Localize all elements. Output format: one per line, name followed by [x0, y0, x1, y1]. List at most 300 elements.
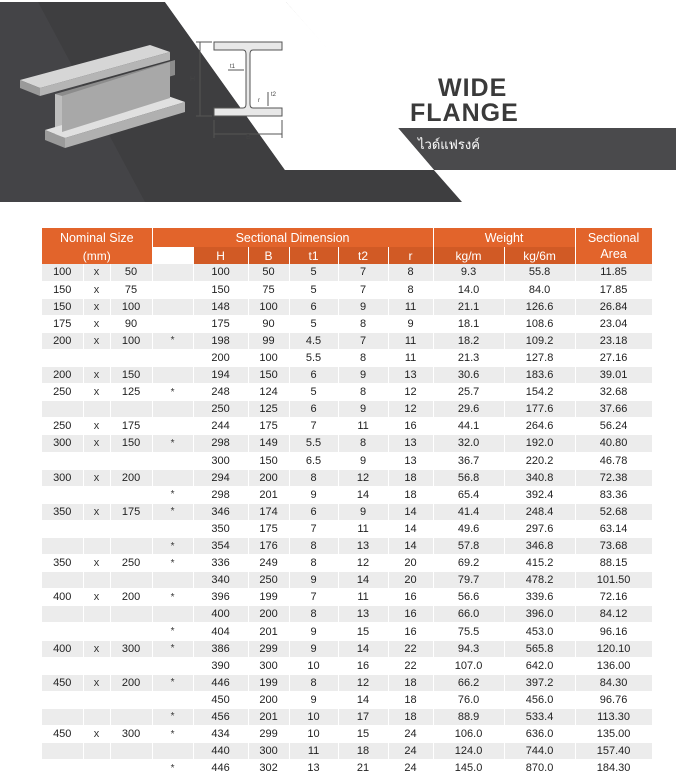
nominal-1: 450 — [42, 726, 83, 743]
cell-area: 136.00 — [575, 657, 652, 674]
cell-kg-6m: 636.0 — [504, 726, 575, 743]
label-t2: t2 — [271, 92, 277, 98]
cell-kg-6m: 396.0 — [504, 606, 575, 623]
cell-t1: 7 — [289, 520, 338, 537]
cell-kg-m: 88.9 — [433, 708, 504, 725]
separator: x — [83, 298, 110, 315]
cell-t2: 7 — [338, 264, 388, 281]
cell-r: 22 — [388, 640, 433, 657]
cell-r: 24 — [388, 760, 433, 777]
title-thai: ไวด์แฟรงค์ — [418, 137, 480, 152]
separator — [83, 760, 110, 777]
table-row — [42, 281, 652, 298]
nominal-2: 200 — [110, 469, 152, 486]
cell-B: 201 — [248, 708, 289, 725]
cell-t1: 5.5 — [289, 435, 338, 452]
title-line-1: WIDE — [438, 74, 508, 102]
table-row — [42, 367, 652, 384]
cell-r: 16 — [388, 418, 433, 435]
nominal-1: 400 — [42, 589, 83, 606]
cell-area: 157.40 — [575, 743, 652, 760]
separator: x — [83, 726, 110, 743]
cell-r: 24 — [388, 743, 433, 760]
cell-t1: 9 — [289, 486, 338, 503]
cell-B: 302 — [248, 760, 289, 777]
cell-kg-m: 107.0 — [433, 657, 504, 674]
separator — [83, 486, 110, 503]
mark: * — [152, 332, 193, 349]
subheader-t2: t2 — [338, 247, 388, 264]
cell-area: 73.68 — [575, 538, 652, 555]
cell-area: 39.01 — [575, 367, 652, 384]
cell-t1: 8 — [289, 555, 338, 572]
header-row — [42, 228, 652, 247]
mark: * — [152, 503, 193, 520]
cell-t1: 9 — [289, 572, 338, 589]
cell-H: 100 — [193, 264, 248, 281]
cell-t1: 8 — [289, 469, 338, 486]
cell-area: 120.10 — [575, 640, 652, 657]
mark: * — [152, 708, 193, 725]
subheader-mark — [152, 247, 193, 264]
cell-area: 56.24 — [575, 418, 652, 435]
cell-kg-6m: 154.2 — [504, 384, 575, 401]
table-row — [42, 606, 652, 623]
subheader-t1: t1 — [289, 247, 338, 264]
subheader-row — [42, 247, 652, 264]
cell-t1: 9 — [289, 691, 338, 708]
cell-t2: 13 — [338, 606, 388, 623]
nominal-1 — [42, 486, 83, 503]
nominal-1 — [42, 538, 83, 555]
cell-kg-6m: 297.6 — [504, 520, 575, 537]
cell-t1: 7 — [289, 418, 338, 435]
cell-area: 83.36 — [575, 486, 652, 503]
cell-H: 456 — [193, 708, 248, 725]
cell-B: 175 — [248, 520, 289, 537]
cell-t2: 8 — [338, 315, 388, 332]
cell-r: 16 — [388, 589, 433, 606]
cell-kg-6m: 397.2 — [504, 674, 575, 691]
cell-area: 17.85 — [575, 281, 652, 298]
cell-kg-m: 69.2 — [433, 555, 504, 572]
cell-B: 150 — [248, 367, 289, 384]
cell-kg-m: 14.0 — [433, 281, 504, 298]
cell-B: 299 — [248, 726, 289, 743]
nominal-1: 250 — [42, 384, 83, 401]
table-row — [42, 743, 652, 760]
cell-H: 354 — [193, 538, 248, 555]
cell-area: 40.80 — [575, 435, 652, 452]
separator: x — [83, 503, 110, 520]
table-row — [42, 555, 652, 572]
cell-kg-m: 32.0 — [433, 435, 504, 452]
cell-area: 52.68 — [575, 503, 652, 520]
cell-H: 298 — [193, 486, 248, 503]
nominal-1 — [42, 349, 83, 366]
cell-kg-6m: 642.0 — [504, 657, 575, 674]
separator: x — [83, 418, 110, 435]
cell-t2: 14 — [338, 640, 388, 657]
subheader-kg-6m: kg/6m — [504, 247, 575, 264]
cell-kg-m: 29.6 — [433, 401, 504, 418]
cell-t1: 5 — [289, 281, 338, 298]
cell-r: 24 — [388, 726, 433, 743]
table-row — [42, 640, 652, 657]
mark — [152, 401, 193, 418]
cell-t1: 6 — [289, 503, 338, 520]
mark: * — [152, 538, 193, 555]
nominal-2: 150 — [110, 435, 152, 452]
cell-t2: 13 — [338, 538, 388, 555]
cell-t2: 7 — [338, 332, 388, 349]
cell-area: 26.84 — [575, 298, 652, 315]
cell-kg-m: 49.6 — [433, 520, 504, 537]
cell-r: 14 — [388, 538, 433, 555]
mark — [152, 743, 193, 760]
nominal-2 — [110, 520, 152, 537]
cell-H: 350 — [193, 520, 248, 537]
cell-area: 27.16 — [575, 349, 652, 366]
separator — [83, 538, 110, 555]
cell-t1: 11 — [289, 743, 338, 760]
cell-kg-m: 41.4 — [433, 503, 504, 520]
cell-H: 390 — [193, 657, 248, 674]
cell-B: 150 — [248, 452, 289, 469]
mark — [152, 606, 193, 623]
cell-H: 434 — [193, 726, 248, 743]
nominal-1: 250 — [42, 418, 83, 435]
nominal-2: 75 — [110, 281, 152, 298]
cell-kg-6m: 533.4 — [504, 708, 575, 725]
header-sectional-area: Sectional Area — [575, 228, 652, 264]
cell-B: 249 — [248, 555, 289, 572]
cell-r: 16 — [388, 623, 433, 640]
wide-flange-table — [42, 228, 653, 777]
nominal-2 — [110, 452, 152, 469]
cell-r: 18 — [388, 469, 433, 486]
cell-B: 99 — [248, 332, 289, 349]
mark: * — [152, 726, 193, 743]
table-row — [42, 760, 652, 777]
separator — [83, 606, 110, 623]
cell-kg-m: 145.0 — [433, 760, 504, 777]
cell-r: 13 — [388, 367, 433, 384]
subheader-H: H — [193, 247, 248, 264]
nominal-2: 125 — [110, 384, 152, 401]
cell-area: 135.00 — [575, 726, 652, 743]
table-row — [42, 708, 652, 725]
nominal-2 — [110, 401, 152, 418]
cell-area: 46.78 — [575, 452, 652, 469]
nominal-1: 350 — [42, 555, 83, 572]
header-weight: Weight — [433, 228, 575, 247]
mark — [152, 520, 193, 537]
cell-t2: 8 — [338, 384, 388, 401]
cell-H: 336 — [193, 555, 248, 572]
cell-t1: 13 — [289, 760, 338, 777]
cell-kg-m: 66.2 — [433, 674, 504, 691]
cell-kg-m: 21.3 — [433, 349, 504, 366]
cell-area: 72.16 — [575, 589, 652, 606]
cell-kg-m: 94.3 — [433, 640, 504, 657]
cell-kg-m: 56.6 — [433, 589, 504, 606]
table-body — [42, 264, 652, 777]
nominal-2: 90 — [110, 315, 152, 332]
nominal-2 — [110, 538, 152, 555]
cell-kg-m: 66.0 — [433, 606, 504, 623]
cell-t2: 8 — [338, 435, 388, 452]
cell-t2: 12 — [338, 674, 388, 691]
cell-B: 174 — [248, 503, 289, 520]
nominal-2: 175 — [110, 503, 152, 520]
separator — [83, 657, 110, 674]
cell-t1: 5 — [289, 384, 338, 401]
cell-area: 11.85 — [575, 264, 652, 281]
table-row — [42, 418, 652, 435]
separator: x — [83, 640, 110, 657]
cell-H: 198 — [193, 332, 248, 349]
cell-r: 11 — [388, 349, 433, 366]
cell-area: 96.76 — [575, 691, 652, 708]
cell-B: 300 — [248, 743, 289, 760]
cell-H: 250 — [193, 401, 248, 418]
cell-t2: 11 — [338, 520, 388, 537]
table-row — [42, 691, 652, 708]
mark — [152, 298, 193, 315]
nominal-2 — [110, 349, 152, 366]
cell-kg-m: 18.2 — [433, 332, 504, 349]
nominal-2: 200 — [110, 589, 152, 606]
separator — [83, 743, 110, 760]
nominal-1 — [42, 452, 83, 469]
cell-t1: 8 — [289, 674, 338, 691]
banner-graphic — [0, 0, 676, 205]
cell-r: 13 — [388, 435, 433, 452]
cell-B: 201 — [248, 486, 289, 503]
cell-H: 404 — [193, 623, 248, 640]
cell-t2: 9 — [338, 401, 388, 418]
table-row — [42, 589, 652, 606]
nominal-2: 250 — [110, 555, 152, 572]
nominal-2 — [110, 572, 152, 589]
cell-kg-m: 106.0 — [433, 726, 504, 743]
separator: x — [83, 367, 110, 384]
cell-kg-m: 79.7 — [433, 572, 504, 589]
cell-r: 8 — [388, 281, 433, 298]
nominal-1 — [42, 623, 83, 640]
cell-t1: 10 — [289, 708, 338, 725]
label-r: r — [258, 98, 260, 104]
table-row — [42, 401, 652, 418]
cell-kg-m: 57.8 — [433, 538, 504, 555]
mark: * — [152, 435, 193, 452]
nominal-2: 50 — [110, 264, 152, 281]
cell-t2: 14 — [338, 572, 388, 589]
cell-B: 50 — [248, 264, 289, 281]
cell-kg-6m: 340.8 — [504, 469, 575, 486]
cell-t2: 14 — [338, 486, 388, 503]
mark: * — [152, 760, 193, 777]
table-row — [42, 674, 652, 691]
mark — [152, 315, 193, 332]
table-row — [42, 435, 652, 452]
cell-r: 8 — [388, 264, 433, 281]
nominal-2 — [110, 657, 152, 674]
cell-kg-6m: 177.6 — [504, 401, 575, 418]
separator — [83, 708, 110, 725]
label-H: H — [190, 76, 196, 83]
cell-r: 9 — [388, 315, 433, 332]
cell-r: 22 — [388, 657, 433, 674]
cell-t1: 6 — [289, 298, 338, 315]
table-row — [42, 520, 652, 537]
cell-kg-6m: 339.6 — [504, 589, 575, 606]
cell-r: 18 — [388, 674, 433, 691]
cell-B: 125 — [248, 401, 289, 418]
cell-H: 248 — [193, 384, 248, 401]
mark — [152, 469, 193, 486]
nominal-1: 350 — [42, 503, 83, 520]
cell-kg-m: 44.1 — [433, 418, 504, 435]
mark: * — [152, 674, 193, 691]
cell-kg-m: 65.4 — [433, 486, 504, 503]
separator — [83, 572, 110, 589]
nominal-2 — [110, 743, 152, 760]
table-row — [42, 264, 652, 281]
cell-t1: 4.5 — [289, 332, 338, 349]
separator: x — [83, 332, 110, 349]
table-row — [42, 332, 652, 349]
cell-t2: 15 — [338, 726, 388, 743]
table-row — [42, 384, 652, 401]
nominal-1 — [42, 743, 83, 760]
cell-H: 396 — [193, 589, 248, 606]
cell-H: 294 — [193, 469, 248, 486]
cell-H: 244 — [193, 418, 248, 435]
nominal-2 — [110, 708, 152, 725]
cell-H: 440 — [193, 743, 248, 760]
cell-B: 299 — [248, 640, 289, 657]
cell-t1: 6 — [289, 367, 338, 384]
table-row — [42, 572, 652, 589]
mark — [152, 367, 193, 384]
cell-B: 300 — [248, 657, 289, 674]
table-row — [42, 349, 652, 366]
cell-area: 23.18 — [575, 332, 652, 349]
separator: x — [83, 674, 110, 691]
cell-area: 72.38 — [575, 469, 652, 486]
cell-r: 18 — [388, 708, 433, 725]
cell-t2: 9 — [338, 452, 388, 469]
label-t1: t1 — [230, 64, 236, 70]
cell-kg-m: 76.0 — [433, 691, 504, 708]
cell-H: 148 — [193, 298, 248, 315]
cell-kg-6m: 415.2 — [504, 555, 575, 572]
nominal-2 — [110, 760, 152, 777]
cell-H: 194 — [193, 367, 248, 384]
cell-B: 250 — [248, 572, 289, 589]
cell-r: 20 — [388, 572, 433, 589]
nominal-1: 300 — [42, 435, 83, 452]
cell-H: 298 — [193, 435, 248, 452]
subheader-kg-m: kg/m — [433, 247, 504, 264]
nominal-1: 100 — [42, 264, 83, 281]
cell-H: 446 — [193, 760, 248, 777]
cell-t2: 12 — [338, 555, 388, 572]
cell-kg-m: 9.3 — [433, 264, 504, 281]
cell-t2: 16 — [338, 657, 388, 674]
cell-kg-6m: 453.0 — [504, 623, 575, 640]
header-nominal-unit: (mm) — [42, 247, 152, 264]
cell-r: 16 — [388, 606, 433, 623]
cell-area: 84.30 — [575, 674, 652, 691]
cell-B: 200 — [248, 469, 289, 486]
cell-r: 12 — [388, 401, 433, 418]
cell-t2: 9 — [338, 367, 388, 384]
cell-t1: 5 — [289, 264, 338, 281]
mark — [152, 418, 193, 435]
cell-B: 100 — [248, 349, 289, 366]
cell-area: 23.04 — [575, 315, 652, 332]
cell-kg-6m: 248.4 — [504, 503, 575, 520]
cell-H: 450 — [193, 691, 248, 708]
cell-kg-6m: 220.2 — [504, 452, 575, 469]
title-line-2: FLANGE — [410, 99, 519, 127]
cell-kg-6m: 55.8 — [504, 264, 575, 281]
nominal-1 — [42, 520, 83, 537]
mark — [152, 264, 193, 281]
nominal-1: 200 — [42, 332, 83, 349]
cell-H: 400 — [193, 606, 248, 623]
cell-kg-m: 36.7 — [433, 452, 504, 469]
cell-area: 63.14 — [575, 520, 652, 537]
nominal-2: 150 — [110, 367, 152, 384]
table-row — [42, 726, 652, 743]
cell-r: 18 — [388, 486, 433, 503]
nominal-2: 100 — [110, 298, 152, 315]
nominal-2 — [110, 691, 152, 708]
nominal-2: 100 — [110, 332, 152, 349]
cell-kg-m: 30.6 — [433, 367, 504, 384]
nominal-1 — [42, 401, 83, 418]
cell-area: 184.30 — [575, 760, 652, 777]
cell-r: 14 — [388, 520, 433, 537]
mark — [152, 657, 193, 674]
nominal-1: 150 — [42, 281, 83, 298]
cell-t1: 9 — [289, 623, 338, 640]
cell-kg-6m: 192.0 — [504, 435, 575, 452]
nominal-1 — [42, 708, 83, 725]
nominal-2 — [110, 606, 152, 623]
label-B: B — [246, 134, 251, 141]
cell-t1: 5.5 — [289, 349, 338, 366]
cell-H: 446 — [193, 674, 248, 691]
cell-t2: 12 — [338, 469, 388, 486]
mark: * — [152, 555, 193, 572]
cell-B: 90 — [248, 315, 289, 332]
cell-kg-6m: 565.8 — [504, 640, 575, 657]
nominal-1: 200 — [42, 367, 83, 384]
cell-area: 101.50 — [575, 572, 652, 589]
cell-area: 96.16 — [575, 623, 652, 640]
nominal-1: 400 — [42, 640, 83, 657]
cell-kg-6m: 109.2 — [504, 332, 575, 349]
cell-t2: 8 — [338, 349, 388, 366]
cell-B: 201 — [248, 623, 289, 640]
table-row — [42, 486, 652, 503]
cell-H: 300 — [193, 452, 248, 469]
